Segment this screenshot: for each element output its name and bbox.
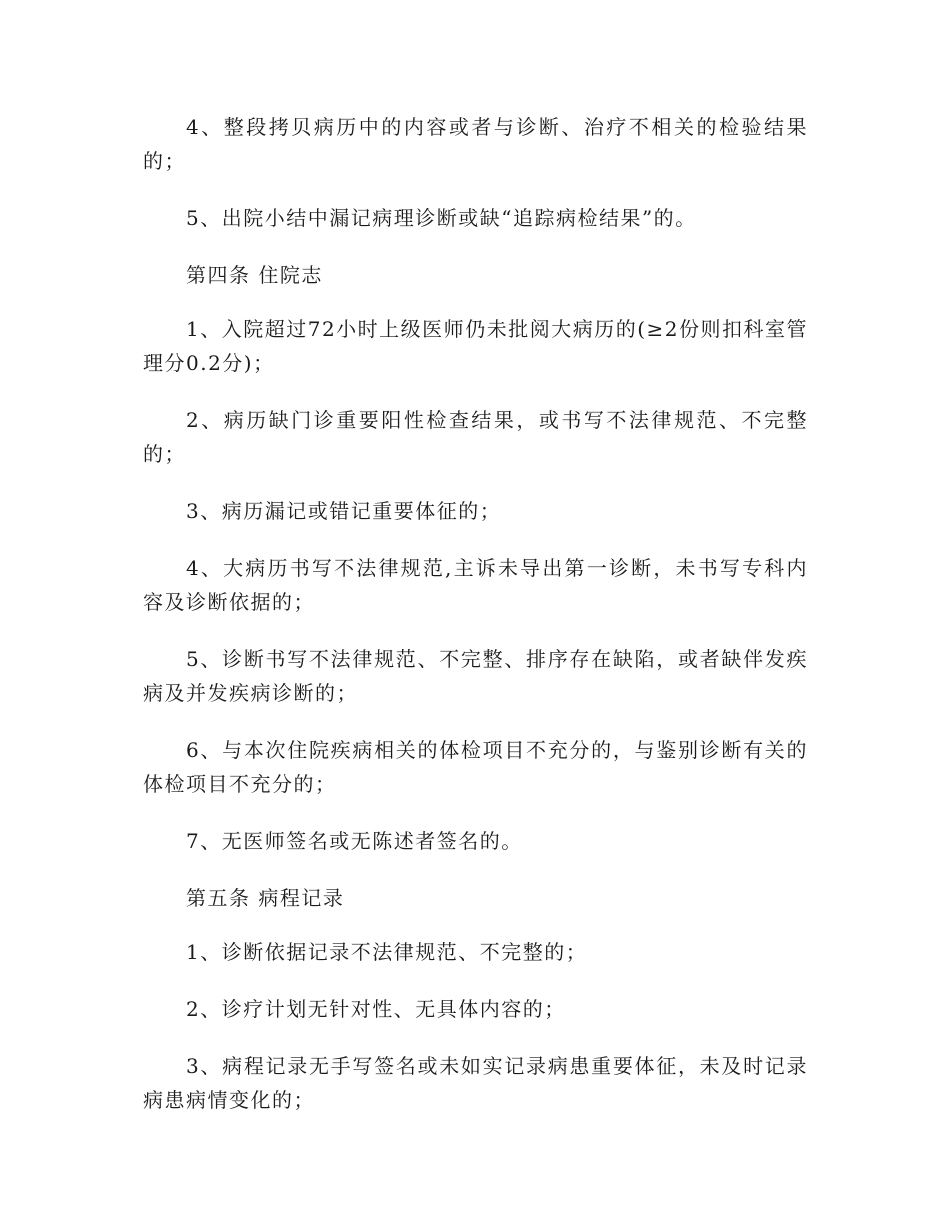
section-heading-article-4: 第四条 住院志 [186,263,323,287]
paragraph-item-5-discharge: 5、出院小结中漏记病理诊断或缺“追踪病检结果”的。 [186,206,697,230]
paragraph-admission-item-1: 1、入院超过72小时上级医师仍未批阅大病历的(≥2份则扣科室管理分0.2分)； [143,317,808,375]
paragraph-admission-item-3: 3、病历漏记或错记重要体征的； [186,499,502,523]
paragraph-admission-item-5: 5、诊断书写不法律规范、不完整、排序存在缺陷，或者缺伴发疾病及并发疾病诊断的； [143,647,808,705]
paragraph-admission-item-2: 2、病历缺门诊重要阳性检查结果，或书写不法律规范、不完整的； [143,408,808,466]
paragraph-admission-item-4: 4、大病历书写不法律规范,主诉未导出第一诊断，未书写专科内容及诊断依据的； [143,556,808,614]
paragraph-item-4-copy: 4、整段拷贝病历中的内容或者与诊断、治疗不相关的检验结果的； [143,115,808,173]
document-body [143,110,808,1140]
paragraph-progress-item-3: 3、病程记录无手写签名或未如实记录病患重要体征，未及时记录病患病情变化的； [143,1054,808,1112]
paragraph-progress-item-1: 1、诊断依据记录不法律规范、不完整的； [186,940,588,964]
paragraph-progress-item-2: 2、诊疗计划无针对性、无具体内容的； [186,997,566,1021]
section-heading-article-5: 第五条 病程记录 [186,886,345,910]
paragraph-admission-item-6: 6、与本次住院疾病相关的体检项目不充分的，与鉴别诊断有关的体检项目不充分的； [143,738,808,796]
paragraph-admission-item-7: 7、无医师签名或无陈述者签名的。 [186,829,523,853]
